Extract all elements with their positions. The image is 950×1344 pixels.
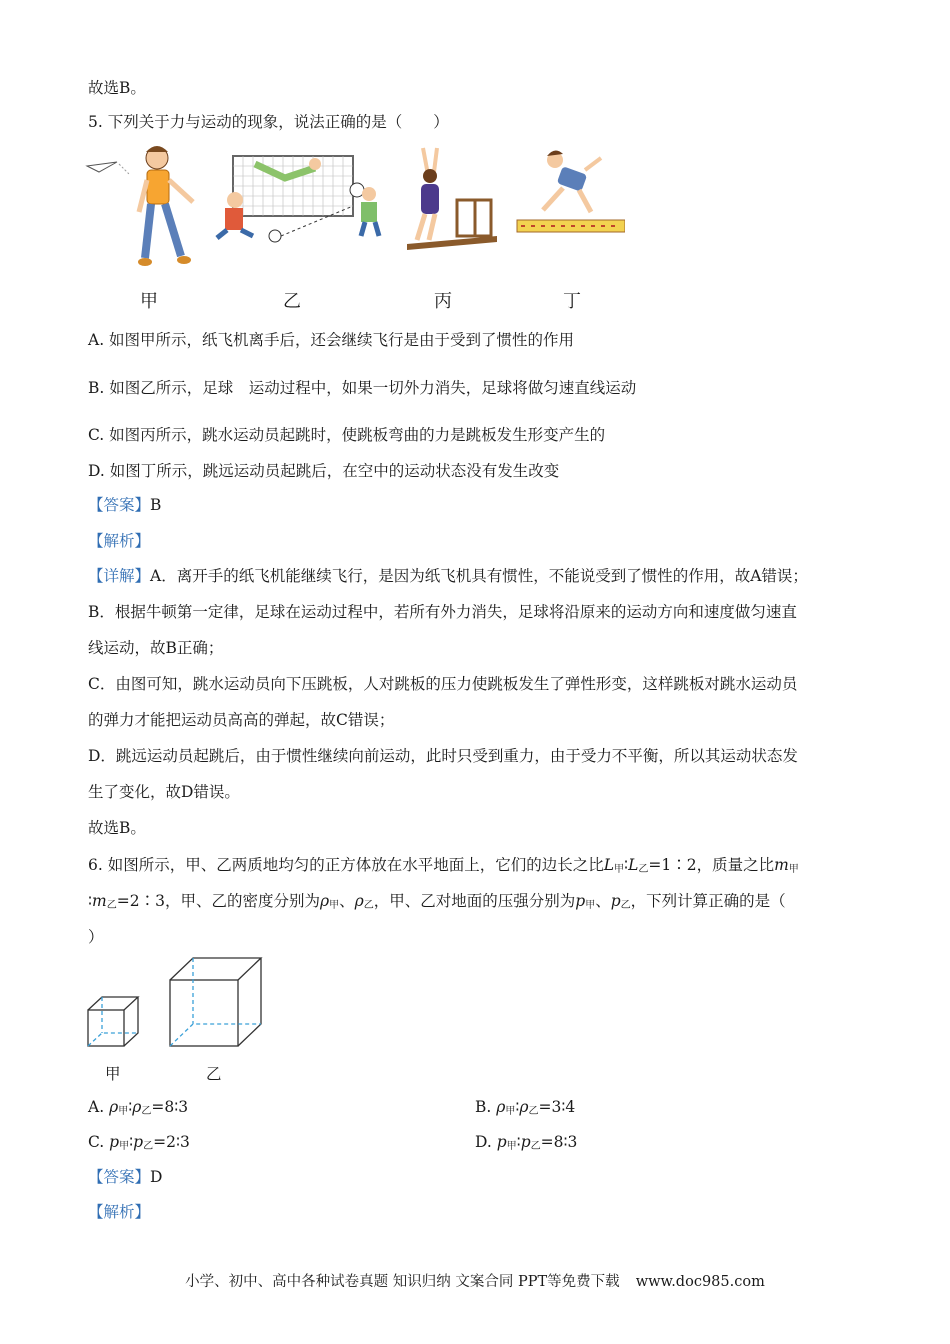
footer-text: 小学、初中、高中各种试卷真题 知识归纳 文案合同 PPT等免费下载 — [185, 1274, 620, 1290]
q6-text-5: ，下列计算正确的是（ — [630, 892, 786, 910]
option-a: A. 如图甲所示，纸飞机离手后，还会继续飞行是由于受到了惯性的作用 — [88, 331, 575, 349]
option-d: D. 如图丁所示，跳远运动员起跳后，在空中的运动状态没有发生改变 — [88, 462, 560, 480]
diver-on-springboard-illustration — [407, 148, 497, 250]
option-6d: D. $p_甲∶p_乙=8∶3$ — [475, 1133, 578, 1152]
analysis-tag: 【解析】 — [88, 532, 151, 550]
detail-line-6: D．跳远运动员起跳后，由于惯性继续向前运动，此时只受到重力，由于受力不平衡，所以其运动状态发 — [88, 747, 798, 765]
option-6a: A. $\rho_甲∶\rho_乙=8∶3$ — [88, 1098, 189, 1117]
option-6d-letter: D. — [475, 1133, 497, 1151]
analysis-tag-6: 【解析】 — [88, 1203, 151, 1221]
detail-line-4: C．由图可知，跳水运动员向下压跳板，人对跳板的压力使跳板发生了弹性形变，这样跳板对跳水运动员 — [88, 675, 798, 693]
option-6a-letter: A. — [88, 1098, 110, 1116]
detail-line-1 — [88, 566, 808, 586]
option-6b: B. $\rho_甲∶\rho_乙=3∶4$ — [475, 1098, 576, 1117]
q6-text-1: 6. 如图所示，甲、乙两质地均匀的正方体放在水平地面上，它们的边长之比 — [88, 856, 604, 874]
footer-url[interactable]: www.doc985.com — [635, 1274, 765, 1290]
question-5-figure — [85, 140, 625, 270]
question-6-stem-line-1: 6. 如图所示，甲、乙两质地均匀的正方体放在水平地面上，它们的边长之比$L_甲∶L_乙=1∶2$，质量之比$m_甲$ — [88, 856, 799, 875]
q6-text-4: ，甲、乙对地面的压强分别为 — [373, 892, 576, 910]
cube-label-yi: 乙 — [206, 1065, 222, 1083]
conclusion-line-2: 故选B。 — [88, 819, 146, 837]
q6-text-3: =2∶3，甲、乙的密度分别为 — [116, 892, 320, 910]
option-6d-value: =8∶3 — [540, 1133, 578, 1151]
answer-line-5 — [88, 495, 161, 515]
option-6a-value: =8∶3 — [151, 1098, 189, 1116]
option-6c: C. $p_甲∶p_乙=2∶3$ — [88, 1133, 190, 1152]
option-6c-value: =2∶3 — [153, 1133, 190, 1151]
answer-tag: 【答案】 — [88, 496, 151, 514]
detail-line-3: 线运动，故B正确； — [88, 639, 224, 657]
detail-tag: 【详解】 — [88, 567, 151, 585]
question-6-stem-line-3: ） — [88, 928, 104, 946]
figure-label-ding: 丁 — [563, 291, 581, 312]
cubes-figure — [85, 955, 275, 1055]
long-jumper-illustration — [517, 150, 625, 232]
option-b: B. 如图乙所示，足球 运动过程中，如果一切外力消失，足球将做匀速直线运动 — [88, 379, 637, 397]
small-cube-jia — [88, 997, 138, 1046]
football-goal-illustration — [217, 156, 379, 242]
question-6-stem-line-2: $∶m_乙=2∶3$，甲、乙的密度分别为$\rho_甲$、$\rho_乙$，甲、乙对地面的压强分别为$p_甲$、$p_乙$，下列计算正确的是（ — [88, 892, 786, 911]
detail-text-a: A．离开手的纸飞机能继续飞行，是因为纸飞机具有惯性，不能说受到了惯性的作用，故A错误； — [150, 567, 808, 585]
figure-label-bing: 丙 — [434, 291, 452, 312]
detail-line-2: B．根据牛顿第一定律，足球在运动过程中，若所有外力消失，足球将沿原来的运动方向和速度做匀速直 — [88, 603, 797, 621]
detail-line-5: 的弹力才能把运动员高高的弹起，故C错误； — [88, 711, 395, 729]
answer-value: B — [150, 496, 162, 514]
large-cube-yi — [170, 958, 261, 1046]
answer-value-6: D — [150, 1168, 163, 1186]
page-footer — [0, 1270, 950, 1291]
q6-text-2: =1∶2，质量之比 — [648, 856, 775, 874]
answer-line-6 — [88, 1167, 162, 1187]
question-5-stem: 5. 下列关于力与运动的现象，说法正确的是（ ） — [88, 113, 449, 131]
detail-line-7: 生了变化，故D错误。 — [88, 783, 240, 801]
figure-label-jia: 甲 — [140, 291, 158, 312]
option-6b-value: =3∶4 — [538, 1098, 576, 1116]
option-c: C. 如图丙所示，跳水运动员起跳时，使跳板弯曲的力是跳板发生形变产生的 — [88, 426, 606, 444]
cube-label-jia: 甲 — [105, 1065, 121, 1083]
option-6c-letter: C. — [88, 1133, 110, 1151]
answer-tag-6: 【答案】 — [88, 1168, 151, 1186]
boy-throwing-paper-plane-illustration — [87, 146, 193, 266]
conclusion-line: 故选B。 — [88, 79, 146, 97]
option-6b-letter: B. — [475, 1098, 497, 1116]
figure-label-yi: 乙 — [283, 291, 301, 312]
